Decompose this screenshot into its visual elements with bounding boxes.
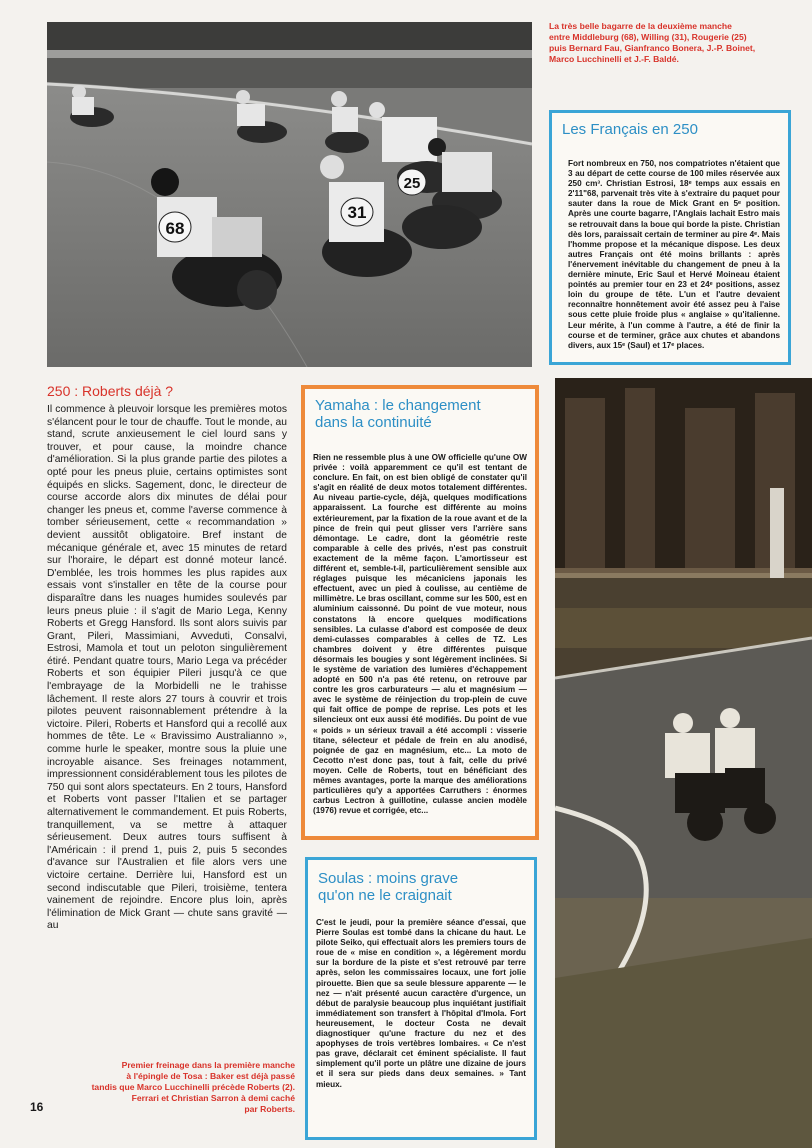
francais-box-body: Fort nombreux en 750, nos compatriotes n'étaient que 3 au départ de cette course de 100 miles réservée aux 250 cm³. Christian Estrosi, 18ᵉ temps aux essais en 2'11"68, parvenait très vite à s'extraire du paquet pour sauter dans la roue de Mick Grant en 5ᵉ position. Après une courte bagarre, l'Anglais lachait Estro mais se retrouvait dans la boue qui borde la piste. Christian dès lors, paraissait certain de terminer au pire 4ᵉ. Mais l'homme propose et la mécanique dispose. Les deux autres Français ont été moins brillants : après l'énervement inévitable du changement de pneu à la dernière minute, Eric Saul et Hervé Moineau étaient pointés au premier tour en 23 et 24ᵉ positions, assez loin du groupe de tête. L'un et l'autre devaient reconnaître honnêtement avoir été assez peu à l'aise sous cette pluie froide plus « anglaise » qu'italienne. Leur mérite, à l'un comme à l'autre, a été de finir la course et de terminer, grâce aux chutes et abandons divers, aux 15ᵉ (Saul) et 17ᵉ places. <box>568 159 780 350</box>
main-article-body: Il commence à pleuvoir lorsque les premières motos s'élancent pour le tour de chauffe. Tout le monde, au stand, scrute anxieusement le ciel lourd sans y trouver, et pour cause, la moindre chance d'amélioration. Si la plus grande partie des pilotes a opté pour les pneus pluie, certains optimistes sont équipés en slicks. Sagement, donc, le directeur de course accorde alors dix minutes de délai pour changer les pneus et, comme l'averse commence à tomber sérieusement, cette « recommandation » devient aussitôt obligatoire. Bref instant de mécanique générale et, avec 15 minutes de retard sur l'horaire, le départ est donné moteur lancé. D'emblée, les trois hommes les plus rapides aux essais vont s'installer en tête de la course pour disparaître dans les nuages humides soulevés par leurs pneus pluie : il s'agit de Mario Lega, Kenny Roberts et Gregg Hansford. Ils sont alors suivis par Grant, Pileri, Massimiani, Avveduti, Consalvi, Estrosi, Mamola et tout un peloton singulièrement étiré. Pendant quatre tours, Mario Lega va précéder Roberts et son équipier Pileri jusqu'à ce que l'embrayage de la Morbidelli ne le trahisse lâchement. Il reste alors 27 tours à couvrir et trois pilotes peuvent raisonnablement prétendre à la victoire. Pileri, Roberts et Hansford qui a recollé aux hommes de tête. Le « Bravissimo Australianno », comme hurle le speaker, montre sous la pluie une incroyable aisance. Ses freinages notamment, impressionnent considérablement tous les pilotes de 750 qui sont alors spectateurs. En 2 tours, Hansford et Roberts vont passer l'Italien et se partager alternativement le commandement. Et puis Roberts, tranquillement, va se mettre à attaquer sérieusement. Deux autres tours suffisent à l'Américain : il prend 1, puis 2, puis 5 secondes d'avance sur l'Australien et file alors vers une victoire certaine. Derrière lui, Hansford est un second indiscutable que Pileri, troisième, tentera vainement de rejoindre. Encore plus loin, après l'élimination de Mick Grant — chute sans gravité — au <box>47 404 287 932</box>
soulas-box-body: C'est le jeudi, pour la première séance d'essai, que Pierre Soulas est tombé dans la chicane du haut. Le pilote Seiko, qui effectuait alors les premiers tours de roue de « mise en condition », a légèrement mordu sur la bordure de la piste et s'est retrouvé par terre après, selon les commissaires locaux, une fort jolie pirouette. Bien que sa seule blessure apparente — le nez — n'ait présenté aucun caractère d'urgence, un début de paralysie beaucoup plus inquiétant justifiait immédiatement son transfert à l'hôpital d'Imola. Fort heureusement, le docteur Costa ne devait diagnostiquer qu'une fracture du nez et des apophyses de trois vertèbres lombaires. « Ce n'est pas grave, déclarait cet éminent spécialiste. Il faut simplement qu'il porte un plâtre une dizaine de jours et il sera sur pieds dans deux semaines. » Tant mieux. <box>316 918 526 1089</box>
page-number: 16 <box>30 1100 44 1114</box>
rider-number-68: 68 <box>165 219 185 238</box>
francais-box-title: Les Français en 250 <box>562 121 698 138</box>
soulas-box <box>305 857 537 1140</box>
yamaha-box-body: Rien ne ressemble plus à une OW officielle qu'une OW privée : voilà apparemment ce qu'il est tentant de conclure. En fait, on est bien obligé de constater qu'il s'agit en réalité de deux motos totalement différentes. Au niveau partie-cycle, déjà, quelques modifications apparaissent. La fourche est différente au moins extérieurement, par la fixation de la roue avant et de la pince de frein qui peut glisser vers l'arrière sans démontage. Le cadre, dont la géométrie reste comparable à celle des privés, n'est pas construit exactement de la même façon. L'amortisseur est différent et, semble-t-il, particulièrement sensible aux réglages puisque les mécaniciens japonais les effectuent, avec un pied à coulisse, au centième de millimètre. Le bras oscillant, comme sur les 500, est en aluminium caissonné. Du point de vue moteur, nous constatons là encore quelques modifications sensibles. La culasse d'abord est composée de deux demi-culasses comparables à celles de TZ. Les chambres doivent y être différentes puisque désormais les bougies y sont légèrement inclinées. Si le système de variation des lumières d'échappement adopté en 500 n'a pas été retenu, on retrouve par contre les gros carburateurs — alu et magnésium — avec le système de réinjection du trop-plein de cuve qui fait office de pompe de reprise. Les pots et les silencieux ont eux aussi été modifiés. Du point de vue « poids » un sérieux travail a été accompli : visserie titane, sélecteur et pédale de frein en alu anodisé, poignée de gaz en magnésium, etc... La moto de Cecotto n'est donc pas, tout à fait, celle du privé moyen. Celle de Roberts, tout en bénéficiant des mêmes avantages, porte la marque des améliorations particulières qu'y a apportées Carruthers : énormes carbus Lectron à guillotine, culasse ancien modèle (1976) revue et corrigée, etc... <box>313 453 527 816</box>
top-photo-caption: La très belle bagarre de la deuxième manche entre Middleburg (68), Willing (31), Rougerie (25) puis Bernard Fau, Gianfranco Bonera, J.-P. Boinet, Marco Lucchinelli et J.-F. Baldé. <box>549 21 756 64</box>
rider-number-31: 31 <box>347 203 367 222</box>
soulas-box-title: Soulas : moins grave qu'on ne le craignait <box>318 870 459 904</box>
yamaha-box-title: Yamaha : le changement dans la continuité <box>315 397 481 431</box>
main-article-title: 250 : Roberts déjà ? <box>47 383 174 399</box>
race-photo-top <box>47 22 532 367</box>
bottom-photo-caption: Premier freinage dans la première manche à l'épingle de Tosa : Baker est déjà passé tandis que Marco Lucchinelli précède Roberts (2). Ferrari et Christian Sarron à demi caché par Roberts. <box>91 1060 295 1114</box>
rider-number-25: 25 <box>403 175 421 192</box>
race-photo-right <box>555 378 812 1148</box>
yamaha-box <box>301 385 539 840</box>
francais-box <box>549 110 791 365</box>
